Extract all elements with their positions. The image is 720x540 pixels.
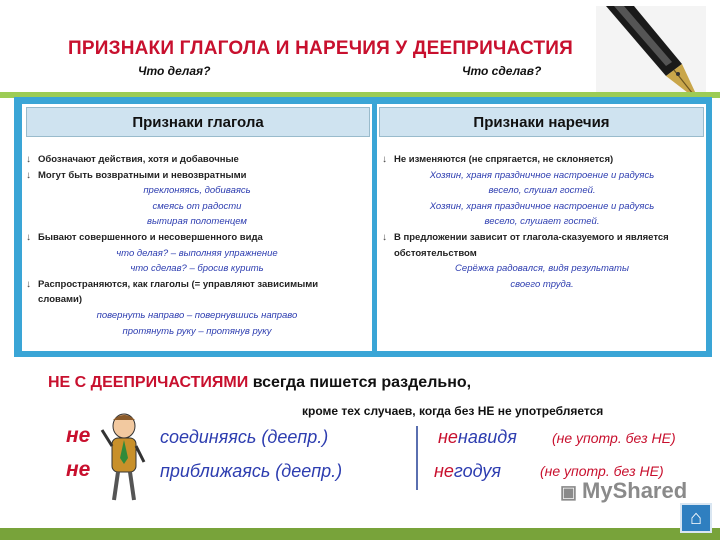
contrast-word — [438, 427, 517, 448]
verb-example: повернуть направо – повернувшись направо — [96, 309, 298, 321]
column-divider — [372, 104, 377, 351]
cartoon-man-icon — [98, 412, 150, 504]
adverb-example: весело, слушает гостей. — [484, 216, 600, 228]
fountain-pen-icon — [596, 6, 706, 98]
header-verb-features: Признаки глагола — [26, 107, 370, 137]
rule-exception: кроме тех случаев, когда без НЕ не употребляется — [302, 404, 604, 418]
contrast-word — [434, 461, 501, 482]
verb-example: вытирая полотенцем — [147, 216, 247, 228]
rule-black-part: всегда пишется раздельно, — [248, 374, 472, 391]
vertical-separator — [416, 426, 418, 490]
adverb-feature: обстоятельством — [394, 247, 477, 259]
header-adverb-features: Признаки наречия — [379, 107, 704, 137]
adverb-features-column — [380, 152, 704, 348]
adverb-feature: ↓ Не изменяются (не спрягается, не склоняется) — [380, 152, 704, 168]
example-word: приближаясь (деепр.) — [160, 461, 343, 481]
home-button[interactable] — [680, 503, 712, 533]
bottom-green-band — [0, 528, 720, 540]
verb-feature: ↓ Бывают совершенного и несовершенного вида — [24, 230, 370, 246]
adverb-example: Хозяин, храня праздничное настроение и радуясь — [429, 169, 655, 181]
verb-example: смеясь от радости — [152, 200, 242, 212]
usage-note: (не употр. без НЕ) — [540, 463, 664, 479]
contrast-prefix: не — [438, 427, 458, 447]
usage-note: (не употр. без НЕ) — [552, 430, 676, 446]
question-right: Что сделав? — [462, 64, 542, 78]
verb-example: что сделав? – бросив курить — [130, 263, 264, 275]
verb-feature: ↓ Обозначают действия, хотя и добавочные — [24, 152, 370, 168]
contrast-rest: навидя — [457, 427, 517, 447]
rule-red-part: НЕ С ДЕЕПРИЧАСТИЯМИ — [48, 374, 249, 391]
verb-feature: ↓ Распространяются, как глаголы (= управляют зависимыми — [24, 277, 370, 293]
adverb-example: Хозяин, храня праздничное настроение и радуясь — [429, 200, 655, 212]
verb-features-column — [24, 152, 370, 348]
verb-feature: ↓ Могут быть возвратными и невозвратными — [24, 168, 370, 184]
verb-example: протянуть руку – протянув руку — [122, 325, 272, 337]
contrast-rest: годуя — [453, 461, 501, 481]
verb-example: что делая? – выполняя упражнение — [116, 247, 278, 259]
ne-particle: не — [66, 458, 91, 481]
adverb-example: своего труда. — [510, 278, 574, 290]
slide-title: ПРИЗНАКИ ГЛАГОЛА И НАРЕЧИЯ У ДЕЕПРИЧАСТИЯ — [68, 38, 573, 59]
presentation-icon: ▣ — [560, 482, 583, 502]
contrast-prefix: не — [434, 461, 454, 481]
rule-line — [48, 374, 471, 392]
home-icon: ⌂ — [689, 506, 703, 529]
adverb-example: весело, слушал гостей. — [488, 185, 596, 197]
example-word: соединяясь (деепр.) — [160, 427, 329, 447]
watermark — [560, 478, 687, 504]
verb-feature: словами) — [38, 294, 83, 306]
watermark-text: MyShared — [582, 478, 688, 503]
verb-example: преклоняясь, добиваясь — [143, 185, 251, 197]
question-left: Что делая? — [138, 64, 211, 78]
ne-particle: не — [66, 424, 91, 447]
adverb-feature: ↓ В предложении зависит от глагола-сказуемого и является — [380, 230, 704, 246]
adverb-example: Серёжка радовался, видя результаты — [455, 263, 629, 275]
